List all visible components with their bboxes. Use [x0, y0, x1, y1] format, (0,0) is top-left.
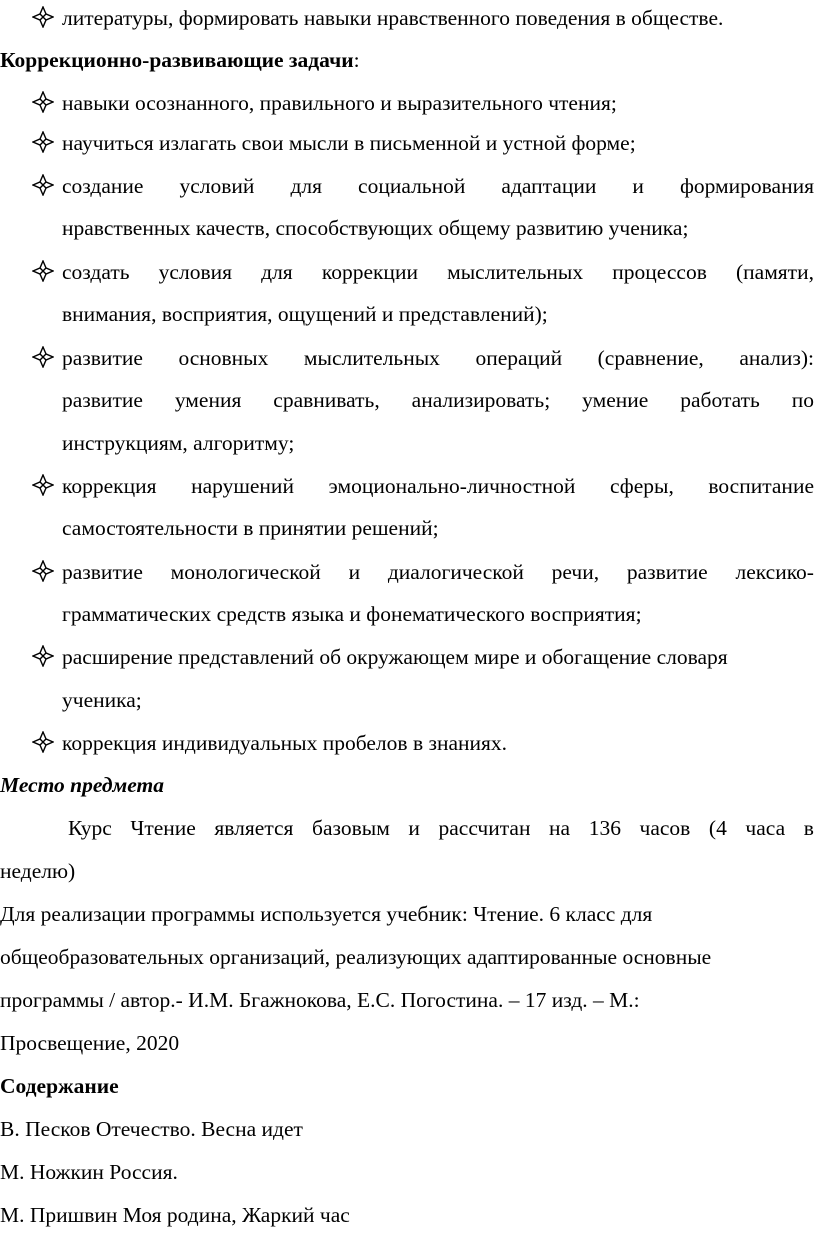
- diamond-bullet-icon: [32, 645, 54, 667]
- list-item-text: навыки осознанного, правильного и выразительного чтения;: [62, 91, 617, 115]
- word: речи,: [551, 560, 600, 584]
- diamond-bullet-icon: [32, 260, 54, 282]
- word: коррекции: [321, 260, 418, 284]
- diamond-bullet-icon: [32, 131, 54, 153]
- list-item-text: [62, 172, 814, 200]
- word: нарушений: [191, 474, 294, 498]
- list-item-text: литературы, формировать навыки нравственного поведения в обществе.: [62, 6, 724, 30]
- word: и: [632, 174, 644, 198]
- list-item-text: научиться излагать свои мысли в письменной и устной форме;: [62, 131, 636, 155]
- word: и: [408, 816, 420, 840]
- word: часов: [639, 816, 691, 840]
- word: мыслительных: [447, 260, 584, 284]
- word: мыслительных: [303, 346, 440, 370]
- word: рассчитан: [438, 816, 531, 840]
- content-item: М. Пришвин Моя родина, Жаркий час: [0, 1203, 350, 1227]
- list-item-text: [62, 558, 814, 586]
- word: развитие: [62, 388, 143, 412]
- diamond-bullet-icon: [32, 560, 54, 582]
- section-heading-content: Содержание: [0, 1074, 119, 1098]
- word: базовым: [312, 816, 390, 840]
- word: эмоционально-личностной: [328, 474, 576, 498]
- word: создать: [62, 260, 130, 284]
- word: социальной: [358, 174, 466, 198]
- textbook-paragraph-line: общеобразовательных организаций, реализующих адаптированные основные: [0, 945, 712, 969]
- list-item-text: коррекция индивидуальных пробелов в знаниях.: [62, 731, 508, 755]
- word: сферы,: [609, 474, 674, 498]
- word: операций: [475, 346, 563, 370]
- word: условий: [179, 174, 255, 198]
- word: сравнивать,: [273, 388, 380, 412]
- list-item-continuation: внимания, восприятия, ощущений и представлений);: [62, 302, 548, 326]
- word: (памяти,: [735, 260, 814, 284]
- word: Курс: [68, 816, 112, 840]
- textbook-paragraph-line: программы / автор.- И.М. Бгажнокова, Е.С. Погостина. – 17 изд. – М.:: [0, 988, 640, 1012]
- course-paragraph-line: [68, 814, 814, 842]
- word: развитие: [62, 346, 143, 370]
- diamond-bullet-icon: [32, 474, 54, 496]
- list-item-continuation: инструкциям, алгоритму;: [62, 431, 295, 455]
- diamond-bullet-icon: [32, 174, 54, 196]
- list-item-continuation: [62, 386, 814, 414]
- diamond-bullet-icon: [32, 346, 54, 368]
- list-item-continuation: самостоятельности в принятии решений;: [62, 516, 439, 540]
- word: для: [290, 174, 322, 198]
- diamond-bullet-icon: [32, 6, 54, 28]
- list-item-text: [62, 258, 814, 286]
- word: диалогической: [387, 560, 524, 584]
- word: процессов: [612, 260, 707, 284]
- textbook-paragraph-line: Для реализации программы используется учебник: Чтение. 6 класс для: [0, 902, 653, 926]
- word: является: [214, 816, 294, 840]
- content-item: М. Ножкин Россия.: [0, 1160, 178, 1184]
- word: в: [803, 816, 814, 840]
- course-paragraph-line: неделю): [0, 859, 76, 883]
- word: и: [348, 560, 361, 584]
- word: по: [791, 388, 814, 412]
- word: умение: [582, 388, 649, 412]
- section-heading-place: Место предмета: [0, 773, 165, 797]
- word: (4: [708, 816, 727, 840]
- word: анализировать;: [411, 388, 551, 412]
- list-item-text: [62, 344, 814, 372]
- content-item: В. Песков Отечество. Весна идет: [0, 1117, 303, 1141]
- list-item-continuation: грамматических средств языка и фонематического восприятия;: [62, 602, 642, 626]
- word: Чтение: [130, 816, 196, 840]
- word: монологической: [170, 560, 321, 584]
- word: развитие: [626, 560, 708, 584]
- word: часа: [745, 816, 786, 840]
- diamond-bullet-icon: [32, 731, 54, 753]
- tasks-heading: [0, 46, 360, 74]
- tasks-heading-colon: :: [353, 48, 360, 72]
- word: воспитание: [708, 474, 814, 498]
- word: адаптации: [501, 174, 597, 198]
- word: анализ):: [739, 346, 814, 370]
- word: умения: [174, 388, 242, 412]
- list-item-text: [62, 472, 814, 500]
- list-item-text: расширение представлений об окружающем мире и обогащение словаря: [62, 645, 728, 669]
- list-item-continuation: нравственных качеств, способствующих общему развитию ученика;: [62, 216, 689, 240]
- word: на: [549, 816, 571, 840]
- list-item-continuation: ученика;: [62, 688, 142, 712]
- word: создание: [62, 174, 144, 198]
- word: лексико-: [735, 560, 814, 584]
- diamond-bullet-icon: [32, 91, 54, 113]
- word: (сравнение,: [597, 346, 704, 370]
- word: основных: [178, 346, 269, 370]
- word: коррекция: [62, 474, 157, 498]
- word: работать: [680, 388, 760, 412]
- word: условия: [158, 260, 232, 284]
- tasks-heading-title: Коррекционно-развивающие задачи: [0, 48, 354, 72]
- textbook-paragraph-line: Просвещение, 2020: [0, 1031, 180, 1055]
- word: формирования: [679, 174, 814, 198]
- word: развитие: [62, 560, 143, 584]
- word: для: [261, 260, 293, 284]
- word: 136: [588, 816, 621, 840]
